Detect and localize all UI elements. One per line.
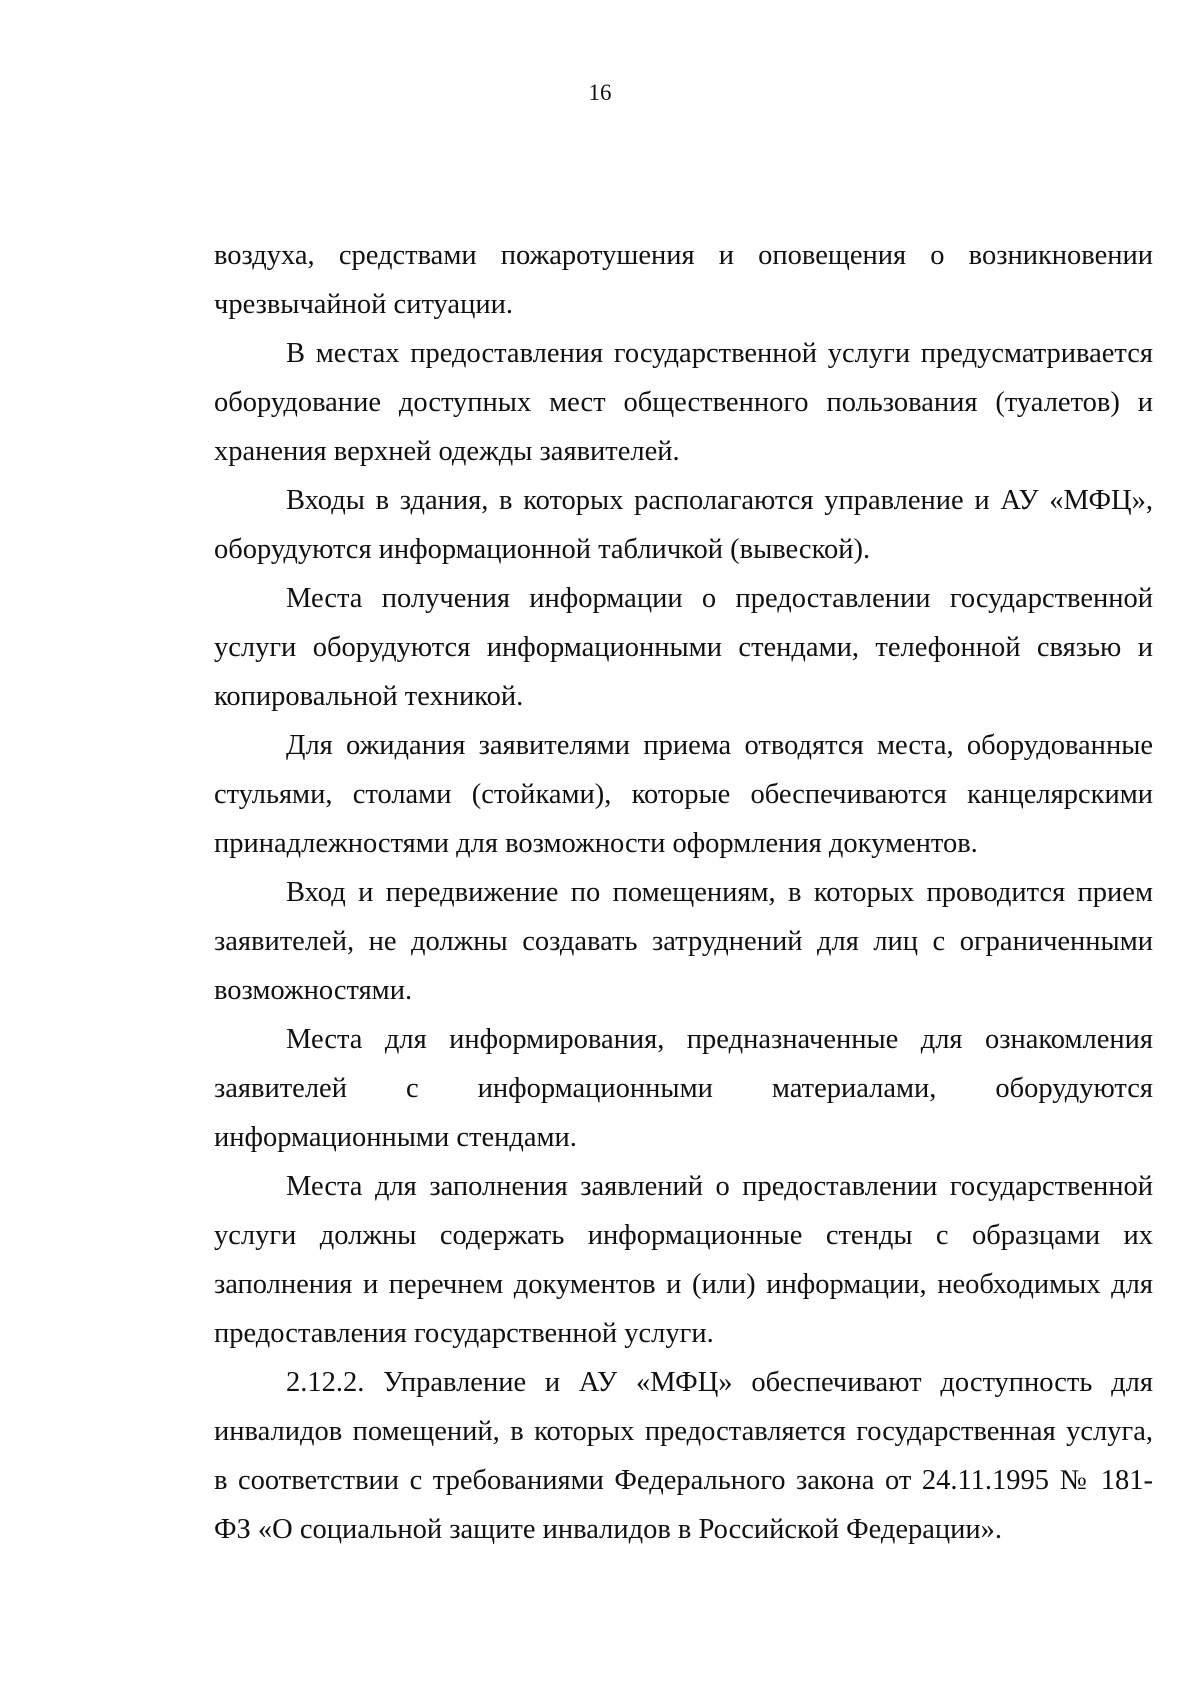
- paragraph-building-entrances: Входы в здания, в которых располагаются управление и АУ «МФЦ», оборудуются информационной табличкой (вывеской).: [214, 485, 1153, 565]
- paragraph-waiting-areas: Для ожидания заявителями приема отводятся места, оборудованные стульями, столами (стойками), которые обеспечиваются канцелярскими принадлежностями для возможности оформления документов.: [214, 730, 1153, 859]
- paragraph-public-facilities: В местах предоставления государственной услуги предусматривается оборудование доступных мест общественного пользования (туалетов) и хранения верхней одежды заявителей.: [214, 338, 1153, 467]
- paragraph-section-2-12-2: 2.12.2. Управление и АУ «МФЦ» обеспечивают доступность для инвалидов помещений, в которых предоставляется государственная услуга, в соответствии с требованиями Федерального закона от 24.11.1995 № 181-ФЗ «О социальной защите инвалидов в Российской Федерации».: [214, 1367, 1153, 1545]
- paragraph-information-places: Места получения информации о предоставлении государственной услуги оборудуются информационными стендами, телефонной связью и копировальной техникой.: [214, 583, 1153, 712]
- page-number: 16: [588, 80, 612, 105]
- paragraph-informing-places: Места для информирования, предназначенные для ознакомления заявителей с информационными материалами, оборудуются информационными стендами.: [214, 1024, 1153, 1153]
- paragraph-accessibility: Вход и передвижение по помещениям, в которых проводится прием заявителей, не должны создавать затруднений для лиц с ограниченными возможностями.: [214, 877, 1153, 1006]
- paragraph-continuation: воздуха, средствами пожаротушения и оповещения о возникновении чрезвычайной ситуации.: [214, 240, 1153, 320]
- paragraph-application-filling: Места для заполнения заявлений о предоставлении государственной услуги должны содержать информационные стенды с образцами их заполнения и перечнем документов и (или) информации, необходимых для предоставления государственной услуги.: [214, 1171, 1153, 1349]
- document-body: [214, 231, 1153, 1554]
